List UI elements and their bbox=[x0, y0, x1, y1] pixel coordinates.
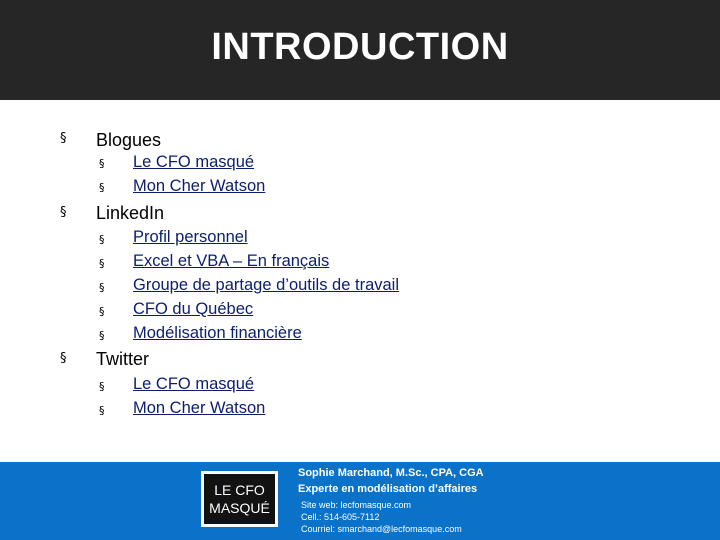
author-role: Experte en modélisation d’affaires bbox=[298, 483, 478, 495]
bullet-icon: § bbox=[99, 281, 105, 294]
logo-text-line1: LE CFO bbox=[214, 482, 265, 498]
bullet-icon: § bbox=[99, 157, 105, 170]
link-excel-vba[interactable]: Excel et VBA – En français bbox=[133, 252, 330, 270]
link-profil-personnel[interactable]: Profil personnel bbox=[133, 228, 248, 246]
link-modelisation-financiere[interactable]: Modélisation financière bbox=[133, 324, 302, 342]
logo-mark bbox=[204, 474, 275, 524]
link-groupe-partage[interactable]: Groupe de partage d’outils de travail bbox=[133, 276, 399, 294]
bullet-icon: § bbox=[99, 233, 105, 246]
link-twitter-mon-cher-watson[interactable]: Mon Cher Watson bbox=[133, 399, 266, 417]
section-label-linkedin: LinkedIn bbox=[96, 203, 165, 223]
bullet-icon: § bbox=[99, 404, 105, 417]
author-website: Site web: lecfomasque.com bbox=[301, 500, 412, 510]
bullet-icon: § bbox=[99, 329, 105, 342]
bullet-icon: § bbox=[99, 181, 105, 194]
bullet-icon: § bbox=[60, 131, 67, 146]
bullet-icon: § bbox=[60, 205, 67, 220]
logo-text-line2: MASQUÉ bbox=[209, 500, 270, 516]
bullet-icon: § bbox=[99, 305, 105, 318]
author-cell: Cell.: 514-605-7112 bbox=[301, 512, 380, 522]
link-cfo-quebec[interactable]: CFO du Québec bbox=[133, 300, 254, 318]
logo bbox=[201, 471, 278, 527]
author-email: Courriel: smarchand@lecfomasque.com bbox=[301, 524, 462, 534]
slide-title: INTRODUCTION bbox=[211, 26, 509, 68]
bullet-icon: § bbox=[99, 257, 105, 270]
author-name: Sophie Marchand, M.Sc., CPA, CGA bbox=[298, 467, 484, 479]
link-twitter-cfo-masque[interactable]: Le CFO masqué bbox=[133, 375, 255, 393]
link-blogue-mon-cher-watson[interactable]: Mon Cher Watson bbox=[133, 177, 266, 195]
bullet-icon: § bbox=[99, 380, 105, 393]
link-blogue-cfo-masque[interactable]: Le CFO masqué bbox=[133, 153, 255, 171]
bullet-icon: § bbox=[60, 351, 67, 366]
section-label-twitter: Twitter bbox=[96, 349, 150, 369]
section-label-blogues: Blogues bbox=[96, 130, 162, 150]
